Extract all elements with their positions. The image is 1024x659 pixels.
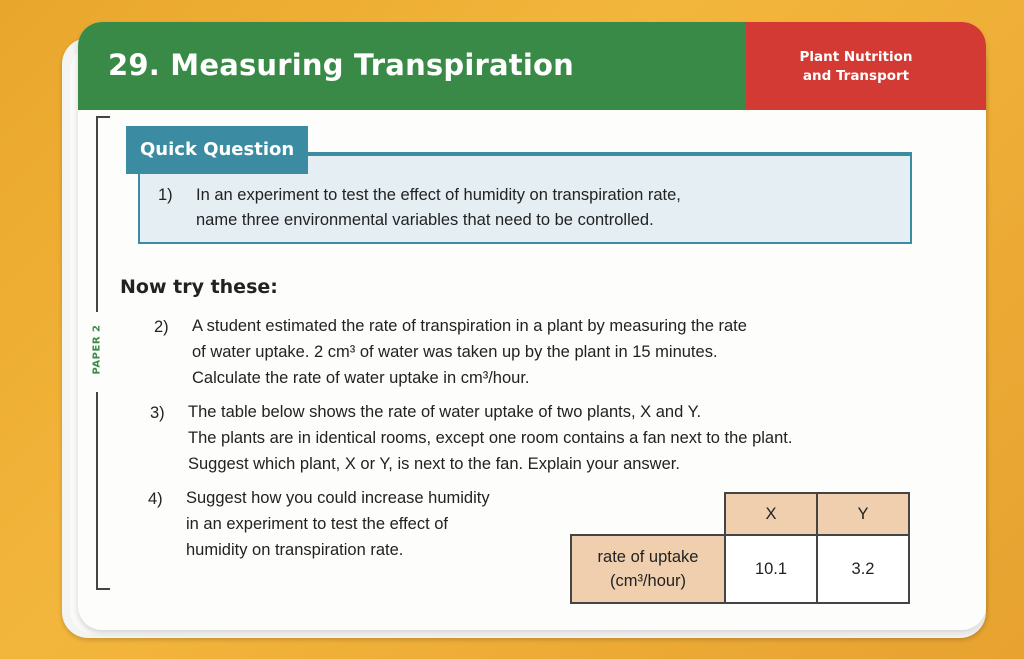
question-1-number: 1) [158,186,173,204]
side-line-bottom [96,392,98,590]
question-3-line-3: Suggest which plant, X or Y, is next to the fan. Explain your answer. [188,455,680,473]
uptake-table [570,492,910,604]
question-3-number: 3) [150,404,165,422]
question-3-line-2: The plants are in identical rooms, except one room contains a fan next to the plant. [188,429,793,447]
side-bracket-bottom [96,588,110,590]
table-corner [571,493,725,535]
table-row [571,535,909,603]
side-bracket-top [96,116,110,118]
column-header-x: X [725,493,817,535]
card-title: 29. Measuring Transpiration [108,48,574,82]
question-2-line-1: A student estimated the rate of transpiration in a plant by measuring the rate [192,317,747,335]
question-4-number: 4) [148,490,163,508]
quick-question-rule [306,152,912,154]
question-2-line-3: Calculate the rate of water uptake in cm³/hour. [192,369,530,387]
question-4-line-2: in an experiment to test the effect of [186,515,449,533]
question-1-line-2: name three environmental variables that need to be controlled. [196,211,654,229]
now-try-heading: Now try these: [120,276,278,298]
table-header-row [571,493,909,535]
row-header-line-1: rate of uptake [597,548,699,566]
value-y: 3.2 [817,535,909,603]
question-3-line-1: The table below shows the rate of water uptake of two plants, X and Y. [188,403,702,421]
revision-card [78,22,986,630]
value-x: 10.1 [725,535,817,603]
column-header-y: Y [817,493,909,535]
question-1-line-1: In an experiment to test the effect of humidity on transpiration rate, [196,186,681,204]
question-4-line-1: Suggest how you could increase humidity [186,489,490,507]
topic-label: Plant Nutrition and Transport [799,49,913,84]
question-2-number: 2) [154,318,169,336]
quick-question-tab: Quick Question [126,126,308,174]
row-header-line-2: (cm³/hour) [609,572,687,590]
paper-label: PAPER 2 [91,324,103,375]
question-2-line-2: of water uptake. 2 cm³ of water was taken up by the plant in 15 minutes. [192,343,718,361]
row-header-rate [571,535,725,603]
side-line-top [96,116,98,312]
question-4-line-3: humidity on transpiration rate. [186,541,404,559]
